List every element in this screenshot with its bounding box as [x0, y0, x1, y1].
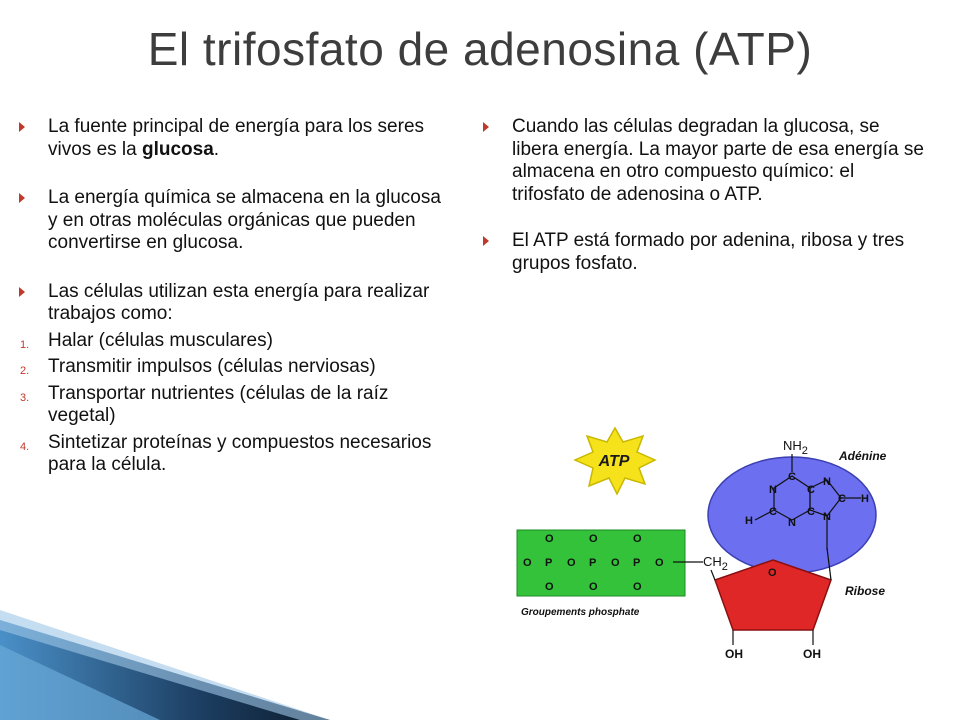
svg-text:C: C: [788, 471, 796, 483]
right-column: [478, 116, 928, 275]
svg-text:O: O: [545, 581, 554, 593]
bullet-cell-work: [14, 281, 454, 326]
svg-text:O: O: [589, 533, 598, 545]
bullet-energy-storage: [14, 187, 454, 255]
list-text: Transportar nutrientes (células de la raíz vegetal): [48, 382, 389, 426]
svg-text:O: O: [567, 557, 576, 569]
bullet-text: La fuente principal de energía para los seres vivos es la: [48, 116, 425, 160]
adenine-label: Adénine: [839, 449, 887, 463]
svg-text:P: P: [545, 557, 553, 569]
bullet-arrow-icon: [19, 287, 25, 297]
bullet-energy-release: [478, 116, 928, 206]
bullet-text: La energía química se almacena en la glucosa y en otras moléculas orgánicas que pueden convertirse en glucosa.: [48, 187, 441, 253]
ribose-label: Ribose: [845, 584, 886, 598]
bullet-arrow-icon: [483, 236, 489, 246]
svg-text:O: O: [589, 581, 598, 593]
svg-text:N: N: [823, 476, 831, 488]
atp-badge-label: ATP: [598, 453, 630, 470]
svg-text:C: C: [838, 493, 846, 505]
bullet-arrow-icon: [19, 122, 25, 132]
list-number: 2.: [20, 365, 30, 377]
atp-diagram-svg: [505, 420, 895, 665]
slide-title: El trifosfato de adenosina (ATP): [147, 23, 813, 75]
bullet-arrow-icon: [483, 122, 489, 132]
list-item: [14, 356, 454, 379]
svg-text:O: O: [633, 581, 642, 593]
bullet-text: Cuando las células degradan la glucosa, se libera energía. La mayor parte de esa energía se almacena en otro compuesto químico: el trifosfato de adenosina o ATP.: [512, 116, 924, 205]
list-text: Transmitir impulsos (células nerviosas): [48, 356, 376, 377]
list-item: [14, 330, 454, 353]
svg-text:O: O: [545, 533, 554, 545]
bold-term: glucosa: [141, 138, 214, 160]
svg-text:C: C: [807, 506, 815, 518]
phosphate-label: Groupements phosphate: [521, 607, 640, 618]
hydroxyl-1: OH: [725, 647, 743, 661]
svg-text:C: C: [807, 484, 815, 496]
svg-text:N: N: [788, 517, 796, 529]
svg-text:O: O: [523, 557, 532, 569]
left-column: [14, 116, 454, 477]
svg-text:N: N: [769, 484, 777, 496]
hydroxyl-2: OH: [803, 647, 821, 661]
svg-text:CH2: $CH_2$: [703, 554, 728, 573]
atp-molecule-diagram: [505, 420, 895, 665]
svg-text:O: O: [611, 557, 620, 569]
svg-text:N: N: [823, 511, 831, 523]
list-number: 4.: [20, 440, 30, 453]
list-item: [14, 432, 454, 477]
bullet-atp-composition: [478, 230, 928, 275]
bullet-arrow-icon: [19, 193, 25, 203]
bullet-text: El ATP está formado por adenina, ribosa y tres grupos fosfato.: [512, 230, 905, 274]
bullet-glucose-source: La fuente principal de energía para los seres vivos es la glucosa.: [14, 116, 454, 161]
svg-text:P: P: [589, 557, 597, 569]
svg-text:P: P: [633, 557, 641, 569]
svg-text:O: O: [768, 567, 777, 579]
list-number: 1.: [20, 338, 30, 351]
decorative-wedge: [0, 560, 330, 720]
svg-text:H: H: [861, 493, 869, 505]
svg-text:NH2: $NH_2$: [783, 438, 808, 457]
list-item: [14, 383, 454, 428]
svg-text:O: O: [633, 533, 642, 545]
list-text: Sintetizar proteínas y compuestos necesarios para la célula.: [48, 431, 432, 475]
bullet-text: Las células utilizan esta energía para realizar trabajos como:: [48, 280, 430, 324]
svg-text:O: O: [655, 557, 664, 569]
svg-text:H: H: [745, 515, 753, 527]
svg-text:C: C: [769, 506, 777, 518]
list-text: Halar (células musculares): [48, 329, 273, 351]
list-number: 3.: [20, 391, 30, 404]
